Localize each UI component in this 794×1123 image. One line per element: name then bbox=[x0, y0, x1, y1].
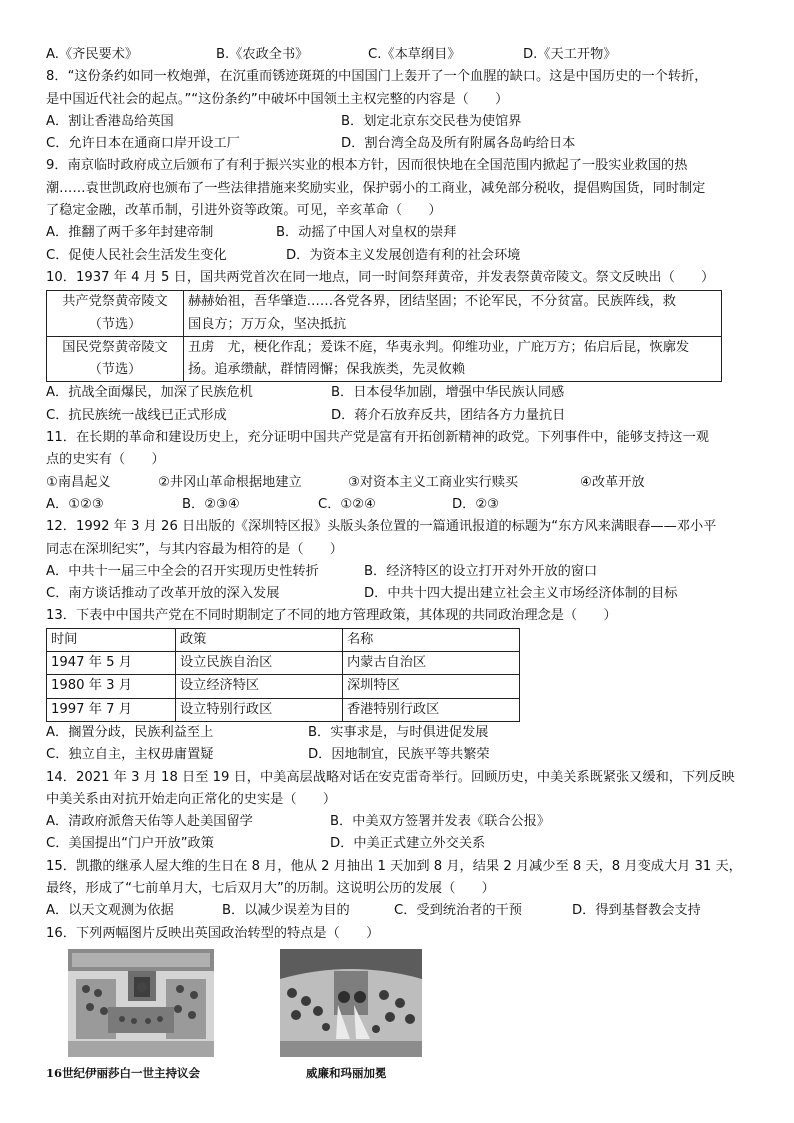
q8-stem-line: 是中国近代社会的起点。”“这份条约”中破坏中国领土主权完整的内容是（ ） bbox=[46, 91, 509, 107]
q7-option-a[interactable]: A.《齐民要术》 bbox=[46, 47, 139, 62]
q9-stem-line: 9．南京临时政府成立后颁布了有利于振兴实业的根本方针，因而很快地在全国范围内掀起了一股实业救国的热 bbox=[46, 158, 688, 174]
picture-caption: 威廉和玛丽加冕 bbox=[306, 1065, 387, 1080]
q9-option-c[interactable]: C．促使人民社会生活发生变化 bbox=[46, 247, 227, 263]
q14-option-d[interactable]: D．中美正式建立外交关系 bbox=[330, 836, 486, 852]
q15-stem-line: 最终，形成了“七前单月大，七后双月大”的历制。这说明公历的发展（ ） bbox=[46, 880, 495, 896]
q11-items bbox=[46, 472, 746, 494]
q13-option-a[interactable]: A．搁置分歧，民族利益至上 bbox=[46, 724, 214, 740]
q7-option-d[interactable]: D.《天工开物》 bbox=[523, 47, 617, 62]
q12-option-d[interactable]: D．中共十四大提出建立社会主义市场经济体制的目标 bbox=[364, 586, 678, 602]
q13-table bbox=[46, 628, 520, 722]
q11-stem-line: 点的史实有（ ） bbox=[46, 452, 165, 468]
table-cell: 国民党祭黄帝陵文 （节选） bbox=[47, 336, 184, 382]
q14-stem-line: 中美关系由对抗开始走向正常化的史实是（ ） bbox=[46, 791, 337, 807]
q16-pictures bbox=[46, 949, 746, 1080]
q10-option-d[interactable]: D．蒋介石放弃反共，团结各方力量抗日 bbox=[331, 407, 566, 423]
table-cell: 1947 年 5 月 bbox=[47, 652, 176, 675]
table-cell: 设立特别行政区 bbox=[176, 698, 343, 721]
q11-item: ①南昌起义 bbox=[46, 474, 111, 490]
q14-stem-line: 14．2021 年 3 月 18 日至 19 日，中美高层战略对话在安克雷奇举行。回顾历史，中美关系既紧张又缓和，下列反映 bbox=[46, 769, 735, 785]
table-row bbox=[47, 291, 722, 337]
q15-options bbox=[46, 900, 746, 922]
q9-stem-line: 潮……袁世凯政府也颁布了一些法律措施来奖励实业，保护弱小的工商业，减免部分税收，提倡购国货，同时制定 bbox=[46, 180, 706, 196]
q15-option-c[interactable]: C．受到统治者的干预 bbox=[394, 903, 522, 919]
table-header: 名称 bbox=[343, 628, 520, 651]
q9-option-a[interactable]: A．推翻了两千多年封建帝制 bbox=[46, 225, 214, 241]
q12-option-a[interactable]: A．中共十一届三中全会的召开实现历史性转折 bbox=[46, 563, 319, 579]
q11-item: ②井冈山革命根据地建立 bbox=[158, 474, 302, 490]
q7-option-c[interactable]: C.《本草纲目》 bbox=[368, 47, 461, 62]
q13-stem: 13．下表中中国共产党在不同时期制定了不同的地方管理政策，其体现的共同政治理念是（ ） bbox=[46, 608, 617, 624]
q10-option-b[interactable]: B．日本侵华加剧，增强中华民族认同感 bbox=[331, 385, 565, 401]
table-cell: 设立民族自治区 bbox=[176, 652, 343, 675]
q11-option-d[interactable]: D．②③ bbox=[452, 496, 499, 512]
table-cell: 1997 年 7 月 bbox=[47, 698, 176, 721]
q14-option-b[interactable]: B．中美双方签署并发表《联合公报》 bbox=[330, 814, 551, 830]
table-cell: 深圳特区 bbox=[343, 675, 520, 698]
q13-option-c[interactable]: C．独立自主，主权毋庸置疑 bbox=[46, 747, 214, 763]
q11-option-c[interactable]: C．①②④ bbox=[318, 496, 376, 512]
table-row bbox=[47, 652, 520, 675]
q7-option-b[interactable]: B.《农政全书》 bbox=[216, 47, 309, 62]
q12-stem-line: 同志在深圳纪实”，与其内容最为相符的是（ ） bbox=[46, 541, 343, 557]
q12-option-c[interactable]: C．南方谈话推动了改革开放的深入发展 bbox=[46, 586, 280, 602]
table-cell: 丑虏 尤，梗化作乱；爰诛不庭，华夷永判。仰维功业，广庇万方；佑启后昆，恢廓发 扬。追承缵献，群情罔懈；保我族类，先灵攸赖 bbox=[184, 336, 722, 382]
table-cell: 1980 年 3 月 bbox=[47, 675, 176, 698]
table-row bbox=[47, 336, 722, 382]
q11-option-a[interactable]: A．①②③ bbox=[46, 496, 104, 512]
q11-item: ③对资本主义工商业实行赎买 bbox=[348, 474, 519, 490]
q8-option-b[interactable]: B．划定北京东交民巷为使馆界 bbox=[341, 113, 522, 129]
q8-option-d[interactable]: D．割台湾全岛及所有附属各岛屿给日本 bbox=[341, 136, 576, 152]
q15-stem-line: 15．凯撒的继承人屋大维的生日在 8 月，他从 2 月抽出 1 天加到 8 月，结果 2 月减少至 8 天，8 月变成大月 31 天， bbox=[46, 858, 742, 874]
q9-stem-line: 了稳定金融，改革币制，引进外资等政策。可见，辛亥革命（ ） bbox=[46, 203, 442, 219]
table-cell: 设立经济特区 bbox=[176, 675, 343, 698]
q12-stem-line: 12．1992 年 3 月 26 日出版的《深圳特区报》头版头条位置的一篇通讯报道的标题为“东方风来满眼春——邓小平 bbox=[46, 519, 717, 535]
q15-option-b[interactable]: B．以减少误差为目的 bbox=[222, 903, 350, 919]
table-header-row bbox=[47, 628, 520, 651]
elizabeth-parliament-image bbox=[68, 949, 214, 1057]
q15-option-d[interactable]: D．得到基督教会支持 bbox=[572, 903, 701, 919]
q15-option-a[interactable]: A．以天文观测为依据 bbox=[46, 903, 174, 919]
q13-option-d[interactable]: D．因地制宜，民族平等共繁荣 bbox=[308, 747, 490, 763]
q14-option-c[interactable]: C．美国提出“门户开放”政策 bbox=[46, 836, 214, 852]
q10-option-a[interactable]: A．抗战全面爆民，加深了民族危机 bbox=[46, 385, 253, 401]
q14-option-a[interactable]: A．清政府派詹天佑等人赴美国留学 bbox=[46, 814, 253, 830]
q8-option-c[interactable]: C．允许日本在通商口岸开设工厂 bbox=[46, 136, 240, 152]
q11-stem-line: 11．在长期的革命和建设历史上，充分证明中国共产党是富有开拓创新精神的政党。下列事件中，能够支持这一观 bbox=[46, 430, 709, 446]
q9-option-d[interactable]: D．为资本主义发展创造有利的社会环境 bbox=[286, 247, 521, 263]
picture-caption: 16世纪伊丽莎白一世主持议会 bbox=[46, 1065, 201, 1080]
q13-option-b[interactable]: B．实事求是，与时俱进促发展 bbox=[308, 724, 489, 740]
q10-stem: 10．1937 年 4 月 5 日，国共两党首次在同一地点，同一时间祭拜黄帝，并发表祭黄帝陵文。祭文反映出（ ） bbox=[46, 269, 715, 285]
table-header: 政策 bbox=[176, 628, 343, 651]
exam-page bbox=[46, 44, 746, 1080]
q9-option-b[interactable]: B．动摇了中国人对皇权的崇拜 bbox=[276, 225, 457, 241]
table-row bbox=[47, 675, 520, 698]
table-cell: 赫赫始祖，吾华肇造……各党各界，团结坚固；不论军民，不分贫富。民族阵线，救 国良方；万万众，坚决抵抗 bbox=[184, 291, 722, 337]
q8-option-a[interactable]: A．割让香港岛给英国 bbox=[46, 113, 174, 129]
q16-stem: 16．下列两幅图片反映出英国政治转型的特点是（ ） bbox=[46, 925, 380, 941]
table-header: 时间 bbox=[47, 628, 176, 651]
q11-option-b[interactable]: B．②③④ bbox=[182, 496, 240, 512]
table-cell: 共产党祭黄帝陵文 （节选） bbox=[47, 291, 184, 337]
q10-table bbox=[46, 290, 722, 382]
q12-option-b[interactable]: B．经济特区的设立打开对外开放的窗口 bbox=[364, 563, 598, 579]
q10-option-c[interactable]: C．抗民族统一战线已正式形成 bbox=[46, 407, 227, 423]
william-mary-coronation-image bbox=[280, 949, 422, 1057]
q11-item: ④改革开放 bbox=[580, 474, 645, 490]
q8-stem-line: 8．“这份条约如同一枚炮弹，在沉重而锈迹斑斑的中国国门上轰开了一个血腥的缺口。这是中国历史的一个转折， bbox=[46, 69, 708, 85]
table-cell: 内蒙古自治区 bbox=[343, 652, 520, 675]
table-cell: 香港特别行政区 bbox=[343, 698, 520, 721]
q11-options bbox=[46, 494, 746, 516]
table-row bbox=[47, 698, 520, 721]
q7-options bbox=[46, 44, 746, 66]
